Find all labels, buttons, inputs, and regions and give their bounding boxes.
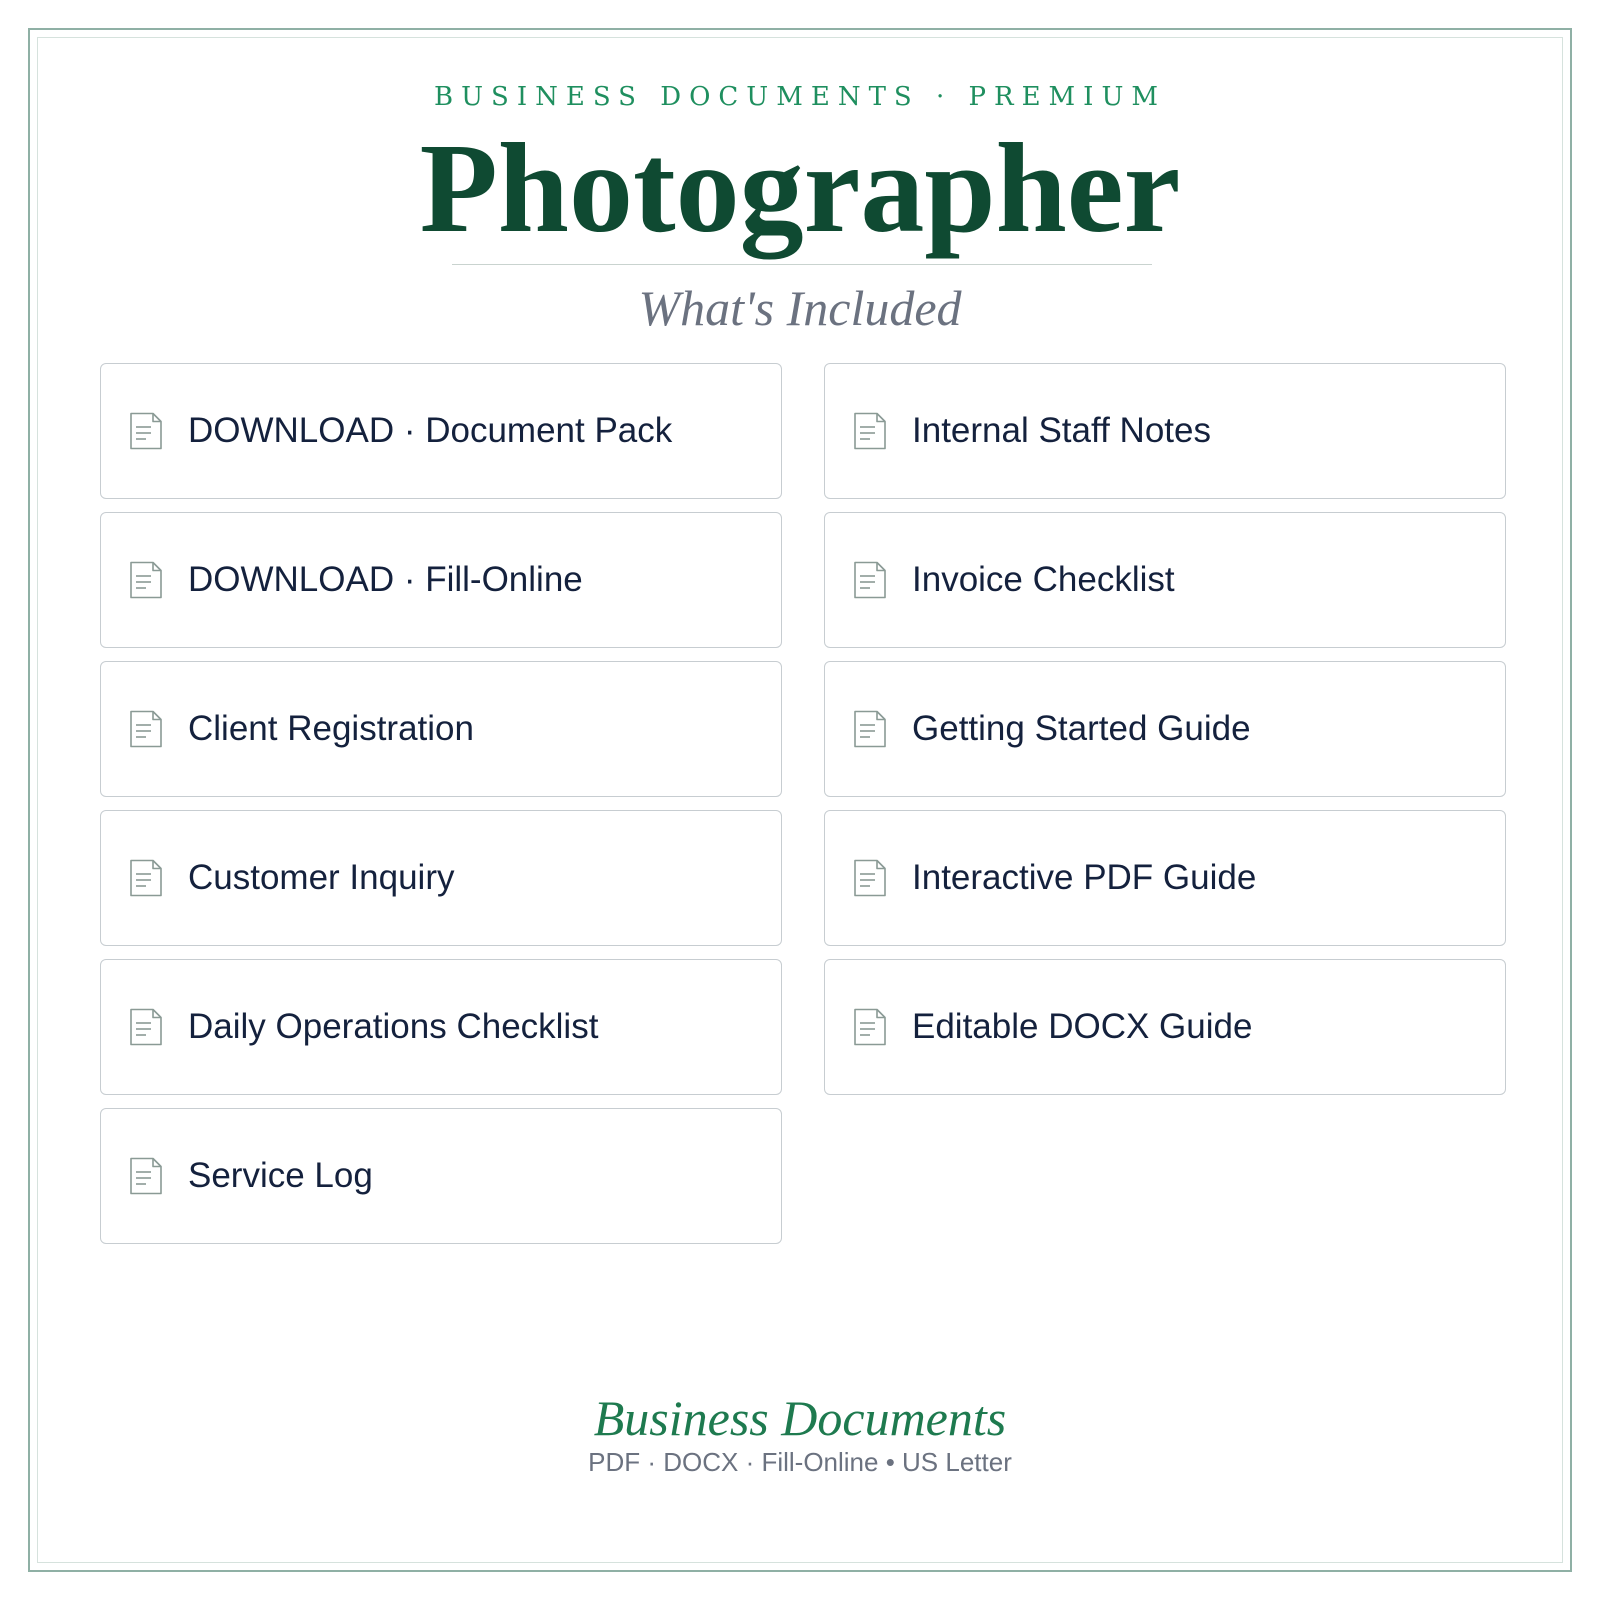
list-item-label: Customer Inquiry bbox=[188, 858, 455, 897]
list-item-label: Invoice Checklist bbox=[912, 560, 1175, 599]
document-icon bbox=[129, 561, 163, 599]
document-icon bbox=[853, 412, 887, 450]
list-item[interactable] bbox=[100, 661, 782, 797]
document-icon bbox=[853, 561, 887, 599]
eyebrow-label: BUSINESS DOCUMENTS · PREMIUM bbox=[433, 82, 1166, 112]
document-icon bbox=[853, 859, 887, 897]
list-item-label: Client Registration bbox=[188, 709, 474, 748]
list-item-label: DOWNLOAD · Fill-Online bbox=[188, 560, 583, 599]
document-icon bbox=[853, 1008, 887, 1046]
list-item-label: Service Log bbox=[188, 1156, 373, 1195]
list-item-label: Interactive PDF Guide bbox=[912, 858, 1257, 897]
list-item-label: Internal Staff Notes bbox=[912, 411, 1211, 450]
list-item[interactable] bbox=[100, 363, 782, 499]
list-item[interactable] bbox=[100, 959, 782, 1095]
list-item[interactable] bbox=[100, 810, 782, 946]
list-item-label: Editable DOCX Guide bbox=[912, 1007, 1253, 1046]
included-items-grid bbox=[100, 363, 1506, 1244]
list-item[interactable] bbox=[100, 1108, 782, 1244]
list-item[interactable] bbox=[824, 959, 1506, 1095]
footer-formats: PDF · DOCX · Fill-Online • US Letter bbox=[588, 1447, 1012, 1477]
list-item[interactable] bbox=[100, 512, 782, 648]
footer-brand: Business Documents bbox=[593, 1390, 1007, 1446]
document-icon bbox=[129, 710, 163, 748]
list-item-label: Daily Operations Checklist bbox=[188, 1007, 599, 1046]
page-title: Photographer bbox=[419, 117, 1181, 259]
list-item-label: DOWNLOAD · Document Pack bbox=[188, 411, 673, 450]
list-item-label: Getting Started Guide bbox=[912, 709, 1251, 748]
list-item[interactable] bbox=[824, 512, 1506, 648]
document-icon bbox=[129, 859, 163, 897]
section-subtitle: What's Included bbox=[638, 280, 962, 336]
document-icon bbox=[129, 412, 163, 450]
document-icon bbox=[129, 1157, 163, 1195]
list-item[interactable] bbox=[824, 810, 1506, 946]
title-divider bbox=[452, 264, 1152, 265]
list-item[interactable] bbox=[824, 661, 1506, 797]
document-icon bbox=[129, 1008, 163, 1046]
document-icon bbox=[853, 710, 887, 748]
list-item[interactable] bbox=[824, 363, 1506, 499]
